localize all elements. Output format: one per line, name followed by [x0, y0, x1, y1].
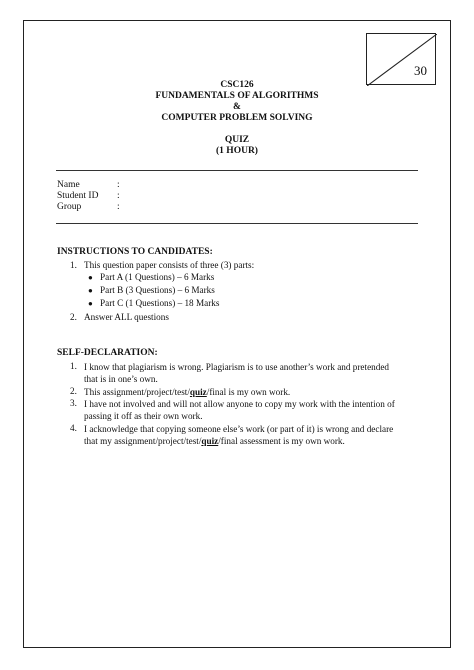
- part-c-text: Part C (1 Questions) – 18 Marks: [100, 298, 220, 308]
- declaration-3-line2: passing it off as their own work.: [84, 411, 203, 421]
- assessment-type: QUIZ: [224, 135, 250, 145]
- group-colon: :: [117, 202, 120, 212]
- divider-top: [56, 170, 418, 171]
- total-marks: 30: [414, 63, 427, 78]
- declaration-1-line1: I know that plagiarism is wrong. Plagiarism is to use another’s work and pretended: [84, 362, 389, 372]
- assessment-duration: (1 HOUR): [216, 146, 258, 156]
- declaration-4-line2: [84, 435, 414, 447]
- instruction-2-text: Answer ALL questions: [84, 312, 169, 322]
- bullet-icon: ●: [88, 273, 93, 282]
- instruction-2-number: 2.: [70, 312, 77, 322]
- declaration-2-post: /final is my own work.: [206, 387, 291, 397]
- instruction-1-text: This question paper consists of three (3) parts:: [84, 260, 255, 270]
- instructions-heading: INSTRUCTIONS TO CANDIDATES:: [57, 247, 213, 257]
- course-code: CSC126: [220, 80, 254, 90]
- declaration-2-emphasis: quiz: [189, 387, 207, 397]
- name-field: [57, 180, 120, 191]
- student-id-field: [57, 191, 120, 202]
- declaration-4-emphasis: quiz: [201, 436, 219, 446]
- declaration-2-number: 2.: [70, 386, 77, 396]
- bullet-icon: ●: [88, 286, 93, 295]
- declaration-heading: SELF-DECLARATION:: [57, 348, 158, 358]
- group-field: [57, 202, 120, 213]
- declaration-4-number: 4.: [70, 423, 77, 433]
- name-colon: :: [117, 180, 120, 190]
- student-id-label: Student ID: [57, 191, 99, 201]
- declaration-2-text: [84, 386, 414, 398]
- instruction-1-number: 1.: [70, 260, 77, 270]
- group-label: Group: [57, 202, 82, 212]
- title-ampersand: &: [233, 102, 241, 112]
- course-title: FUNDAMENTALS OF ALGORITHMS: [155, 91, 319, 101]
- declaration-1-line2: that is in one’s own.: [84, 374, 158, 384]
- declaration-4-pre: that my assignment/project/test/: [84, 436, 202, 446]
- declaration-4-line1: I acknowledge that copying someone else’s work (or part of it) is wrong and declare: [84, 424, 394, 434]
- course-title-2: COMPUTER PROBLEM SOLVING: [161, 113, 313, 123]
- score-box: [366, 33, 436, 85]
- student-id-colon: :: [117, 191, 120, 201]
- part-a-text: Part A (1 Questions) – 6 Marks: [100, 272, 215, 282]
- bullet-icon: ●: [88, 299, 93, 308]
- declaration-3-line1: I have not involved and will not allow anyone to copy my work with the intention of: [84, 399, 395, 409]
- declaration-3-number: 3.: [70, 398, 77, 408]
- declaration-2-pre: This assignment/project/test/: [84, 387, 190, 397]
- declaration-1-number: 1.: [70, 361, 77, 371]
- name-label: Name: [57, 180, 80, 190]
- divider-bottom: [56, 223, 418, 224]
- part-b-text: Part B (3 Questions) – 6 Marks: [100, 285, 215, 295]
- declaration-4-post: /final assessment is my own work.: [218, 436, 345, 446]
